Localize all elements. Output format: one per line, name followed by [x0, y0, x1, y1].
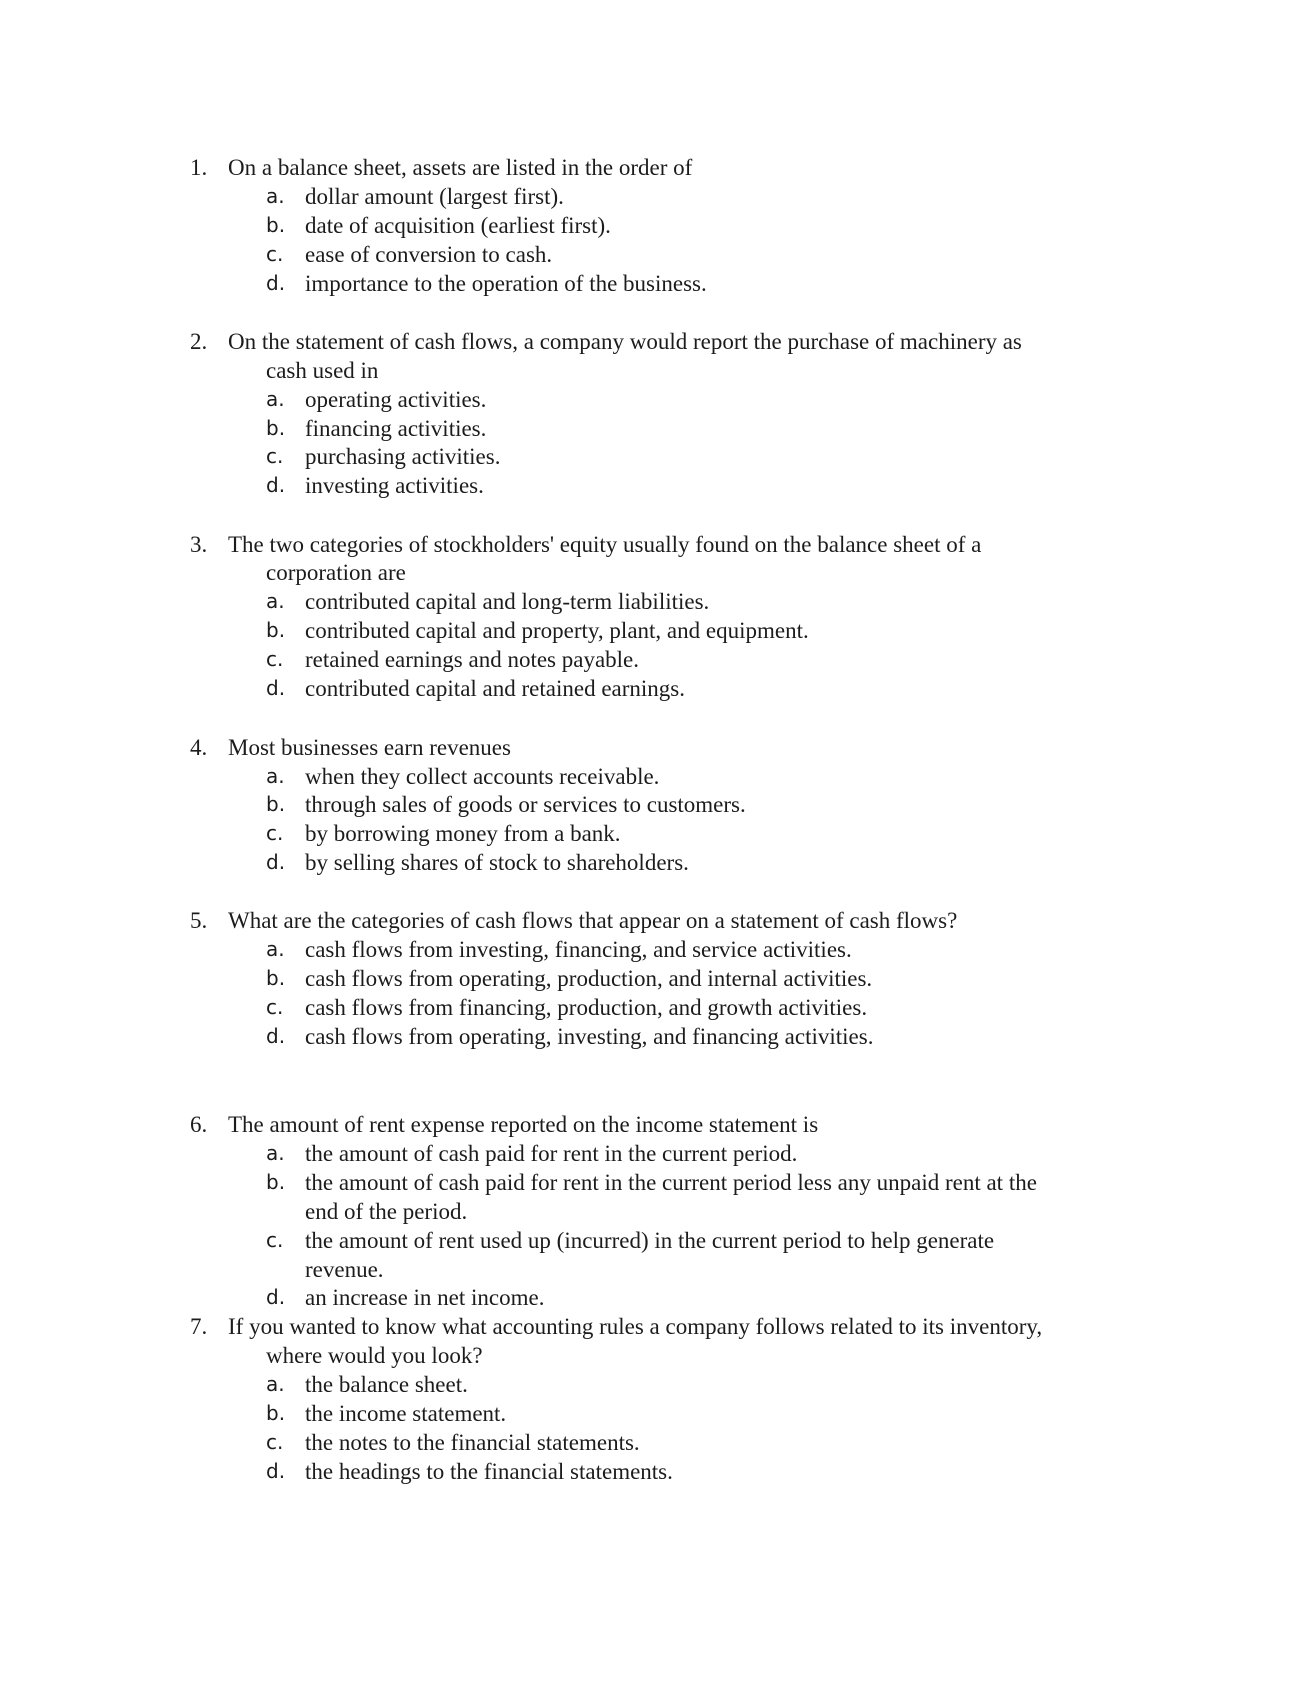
- option-text: retained earnings and notes payable.: [305, 647, 640, 672]
- option-text: the balance sheet.: [305, 1372, 468, 1397]
- option-letter: d.: [266, 850, 286, 874]
- option-letter: c.: [266, 1228, 284, 1252]
- option-letter: d.: [266, 1024, 286, 1048]
- option-text: cash flows from investing, financing, and service activities.: [305, 937, 852, 962]
- option-letter: b.: [266, 966, 286, 990]
- option-letter: c.: [266, 1430, 284, 1454]
- question-text: The two categories of stockholders' equity usually found on the balance sheet of a: [228, 532, 982, 557]
- question-number: 4.: [190, 735, 208, 760]
- question-text: The amount of rent expense reported on the income statement is: [228, 1112, 819, 1137]
- question-number: 2.: [190, 329, 208, 354]
- option-letter: c.: [266, 821, 284, 845]
- option-text: contributed capital and property, plant, and equipment.: [305, 618, 809, 643]
- question-number: 1.: [190, 155, 208, 180]
- option-text: the notes to the financial statements.: [305, 1430, 640, 1455]
- question-text: Most businesses earn revenues: [228, 735, 511, 760]
- option-letter: a.: [266, 184, 285, 208]
- option-text: purchasing activities.: [305, 444, 501, 469]
- option-letter: d.: [266, 1459, 286, 1483]
- option-letter: c.: [266, 647, 284, 671]
- option-letter: c.: [266, 444, 284, 468]
- option-text: dollar amount (largest first).: [305, 184, 564, 209]
- option-text: an increase in net income.: [305, 1285, 545, 1310]
- option-letter: d.: [266, 271, 286, 295]
- option-letter: a.: [266, 589, 285, 613]
- question-number: 6.: [190, 1112, 208, 1137]
- option-text: cash flows from operating, investing, and financing activities.: [305, 1024, 874, 1049]
- option-text: importance to the operation of the business.: [305, 271, 707, 296]
- option-text: contributed capital and long-term liabilities.: [305, 589, 710, 614]
- option-text: cash flows from operating, production, and internal activities.: [305, 966, 873, 991]
- option-text: the headings to the financial statements.: [305, 1459, 673, 1484]
- option-text: the amount of cash paid for rent in the current period.: [305, 1141, 798, 1166]
- option-letter: a.: [266, 1372, 285, 1396]
- option-text: when they collect accounts receivable.: [305, 764, 660, 789]
- option-letter: b.: [266, 1401, 286, 1425]
- question-number: 7.: [190, 1314, 208, 1339]
- option-letter: a.: [266, 764, 285, 788]
- option-text: the income statement.: [305, 1401, 507, 1426]
- option-letter: c.: [266, 995, 284, 1019]
- option-text: investing activities.: [305, 473, 484, 498]
- option-letter: a.: [266, 1141, 285, 1165]
- option-letter: b.: [266, 416, 286, 440]
- option-text: the amount of rent used up (incurred) in the current period to help generate: [305, 1228, 995, 1253]
- option-text: by borrowing money from a bank.: [305, 821, 621, 846]
- option-letter: a.: [266, 937, 285, 961]
- option-letter: b.: [266, 213, 286, 237]
- option-letter: b.: [266, 792, 286, 816]
- option-text-continued: revenue.: [305, 1257, 384, 1282]
- option-letter: d.: [266, 1285, 286, 1309]
- option-text: by selling shares of stock to shareholders.: [305, 850, 689, 875]
- question-number: 5.: [190, 908, 208, 933]
- question-text: On a balance sheet, assets are listed in the order of: [228, 155, 693, 180]
- question-text: What are the categories of cash flows that appear on a statement of cash flows?: [228, 908, 958, 933]
- option-text: date of acquisition (earliest first).: [305, 213, 611, 238]
- question-text-continued: cash used in: [266, 358, 379, 383]
- option-text: operating activities.: [305, 387, 487, 412]
- question-text-continued: corporation are: [266, 560, 406, 585]
- option-text: contributed capital and retained earnings.: [305, 676, 685, 701]
- option-letter: b.: [266, 618, 286, 642]
- option-letter: a.: [266, 387, 285, 411]
- option-letter: c.: [266, 242, 284, 266]
- option-text: the amount of cash paid for rent in the current period less any unpaid rent at the: [305, 1170, 1037, 1195]
- question-text: On the statement of cash flows, a company would report the purchase of machinery as: [228, 329, 1022, 354]
- option-letter: d.: [266, 473, 286, 497]
- question-text: If you wanted to know what accounting rules a company follows related to its inventory,: [228, 1314, 1043, 1339]
- option-letter: d.: [266, 676, 286, 700]
- question-text-continued: where would you look?: [266, 1343, 483, 1368]
- option-text: ease of conversion to cash.: [305, 242, 553, 267]
- option-text: through sales of goods or services to customers.: [305, 792, 746, 817]
- option-text: financing activities.: [305, 416, 487, 441]
- question-number: 3.: [190, 532, 208, 557]
- option-letter: b.: [266, 1170, 286, 1194]
- option-text: cash flows from financing, production, and growth activities.: [305, 995, 868, 1020]
- option-text-continued: end of the period.: [305, 1199, 468, 1224]
